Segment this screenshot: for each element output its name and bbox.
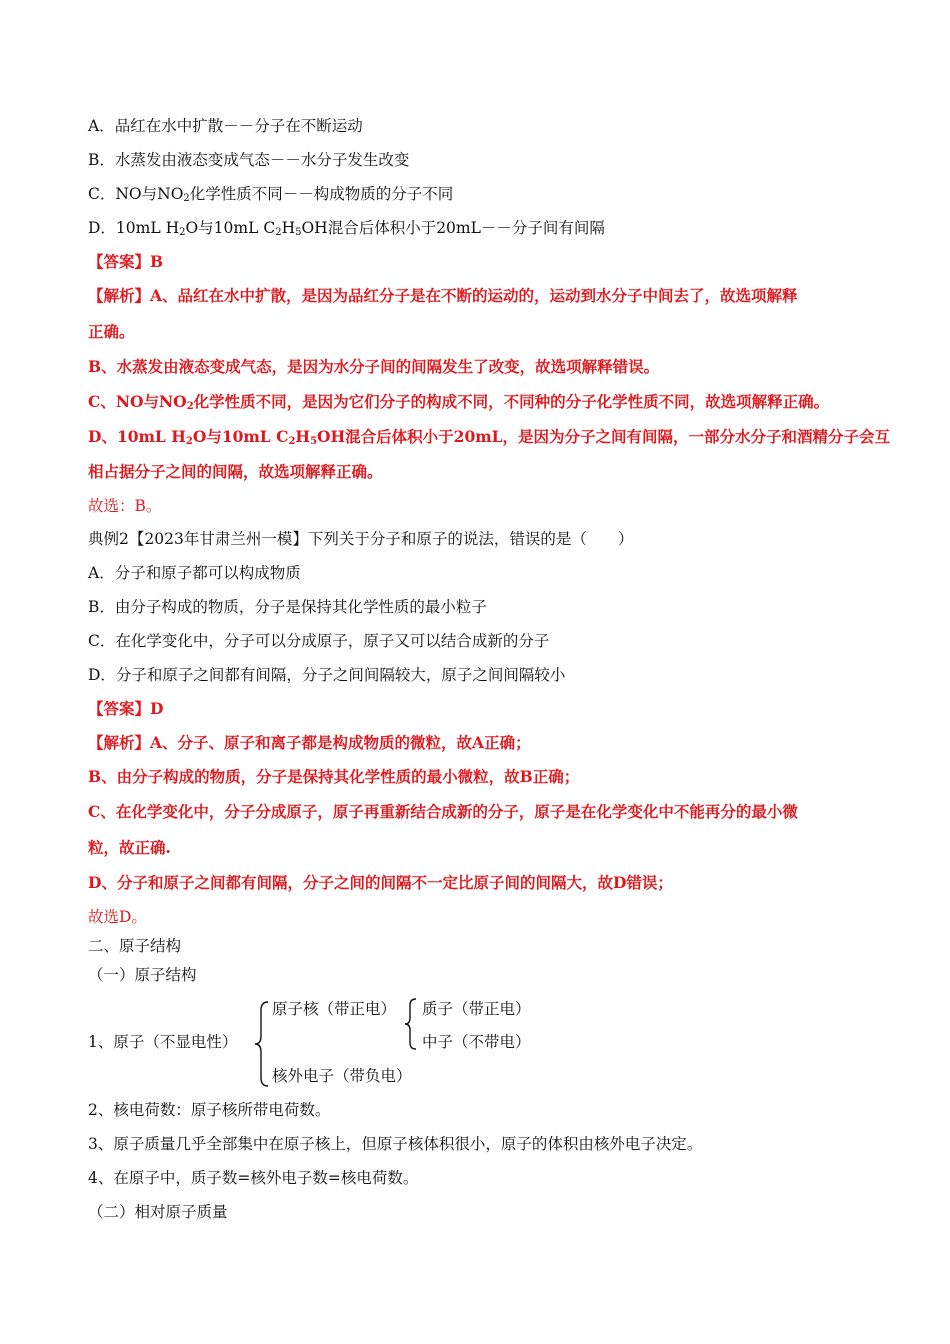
subsection-heading-2: （二）相对原子质量	[88, 1203, 228, 1221]
q1-option-a: A．品红在水中扩散－－分子在不断运动	[88, 117, 363, 135]
q1-analysis-d-cont: 相占据分子之间的间隔，故选项解释正确。	[88, 462, 383, 481]
left-brace-icon	[254, 1000, 270, 1088]
q2-option-a: A．分子和原子都可以构成物质	[88, 564, 301, 582]
q1-option-c: C．NO与$NO_2$化学性质不同－－构成物质的分子不同	[88, 185, 454, 204]
q2-analysis-c: C、在化学变化中，分子分成原子，原子再重新结合成新的分子，原子是在化学变化中不能再分的最小微	[88, 802, 798, 821]
q2-option-d: D．分子和原子之间都有间隔，分子之间间隔较大，原子之间间隔较小	[88, 666, 566, 684]
q2-analysis-d: D、分子和原子之间都有间隔，分子之间的间隔不一定比原子间的间隔大，故D错误；	[88, 873, 673, 892]
q2-conclusion: 故选D。	[88, 908, 147, 926]
q2-analysis-a: 【解析】A、分子、原子和离子都是构成物质的微粒，故A正确；	[88, 733, 531, 752]
q2-analysis-b: B、由分子构成的物质，分子是保持其化学性质的最小微粒，故B正确；	[88, 767, 580, 786]
q2-analysis-c-cont: 粒，故正确.	[88, 838, 171, 857]
diagram-atom-label: 1、原子（不显电性）	[88, 1033, 238, 1051]
diagram-proton-label: 质子（带正电）	[422, 1000, 531, 1018]
q1-analysis-c: C、NO与$NO_2$化学性质不同，是因为它们分子的构成不同，不同种的分子化学性质不同，故选项解释正确。	[88, 392, 830, 412]
diagram-neutron-label: 中子（不带电）	[422, 1033, 531, 1051]
q1-option-b: B．水蒸发由液态变成气态－－水分子发生改变	[88, 151, 410, 169]
diagram-electron-label: 核外电子（带负电）	[272, 1067, 412, 1085]
q2-answer: 【答案】D	[88, 699, 164, 718]
q2-option-c: C．在化学变化中，分子可以分成原子，原子又可以结合成新的分子	[88, 632, 550, 650]
q1-analysis-a: 【解析】A、品红在水中扩散，是因为品红分子是在不断的运动的，运动到水分子中间去了，故选项解释	[88, 286, 798, 305]
q1-option-d: D．10mL $H_2O$与10mL $C_2H_5OH$混合后体积小于20mL－－分子间有间隔	[88, 219, 605, 238]
diagram-nucleus-label: 原子核（带正电）	[272, 1000, 397, 1018]
section-heading: 二、原子结构	[88, 937, 182, 955]
point-3: 3、原子质量几乎全部集中在原子核上，但原子核体积很小，原子的体积由核外电子决定。	[88, 1135, 703, 1153]
q1-answer: 【答案】B	[88, 252, 164, 271]
point-2: 2、核电荷数：原子核所带电荷数。	[88, 1101, 331, 1119]
point-4: 4、在原子中，质子数=核外电子数=核电荷数。	[88, 1169, 419, 1187]
subsection-heading-1: （一）原子结构	[88, 966, 197, 984]
q1-analysis-b: B、水蒸发由液态变成气态，是因为水分子间的间隔发生了改变，故选项解释错误。	[88, 357, 660, 376]
q1-conclusion: 故选：B。	[88, 497, 162, 515]
q2-option-b: B．由分子构成的物质，分子是保持其化学性质的最小粒子	[88, 598, 487, 616]
q1-analysis-d: D、10mL $H_2O$与10mL $C_2H_5OH$混合后体积小于20mL，是因为分子之间有间隔，一部分水分子和酒精分子会互	[88, 427, 891, 447]
q2-stem: 典例2【2023年甘肃兰州一模】下列关于分子和原子的说法，错误的是（ ）	[88, 530, 634, 548]
q1-analysis-a-cont: 正确。	[88, 322, 135, 341]
nucleus-brace-icon	[404, 997, 418, 1051]
